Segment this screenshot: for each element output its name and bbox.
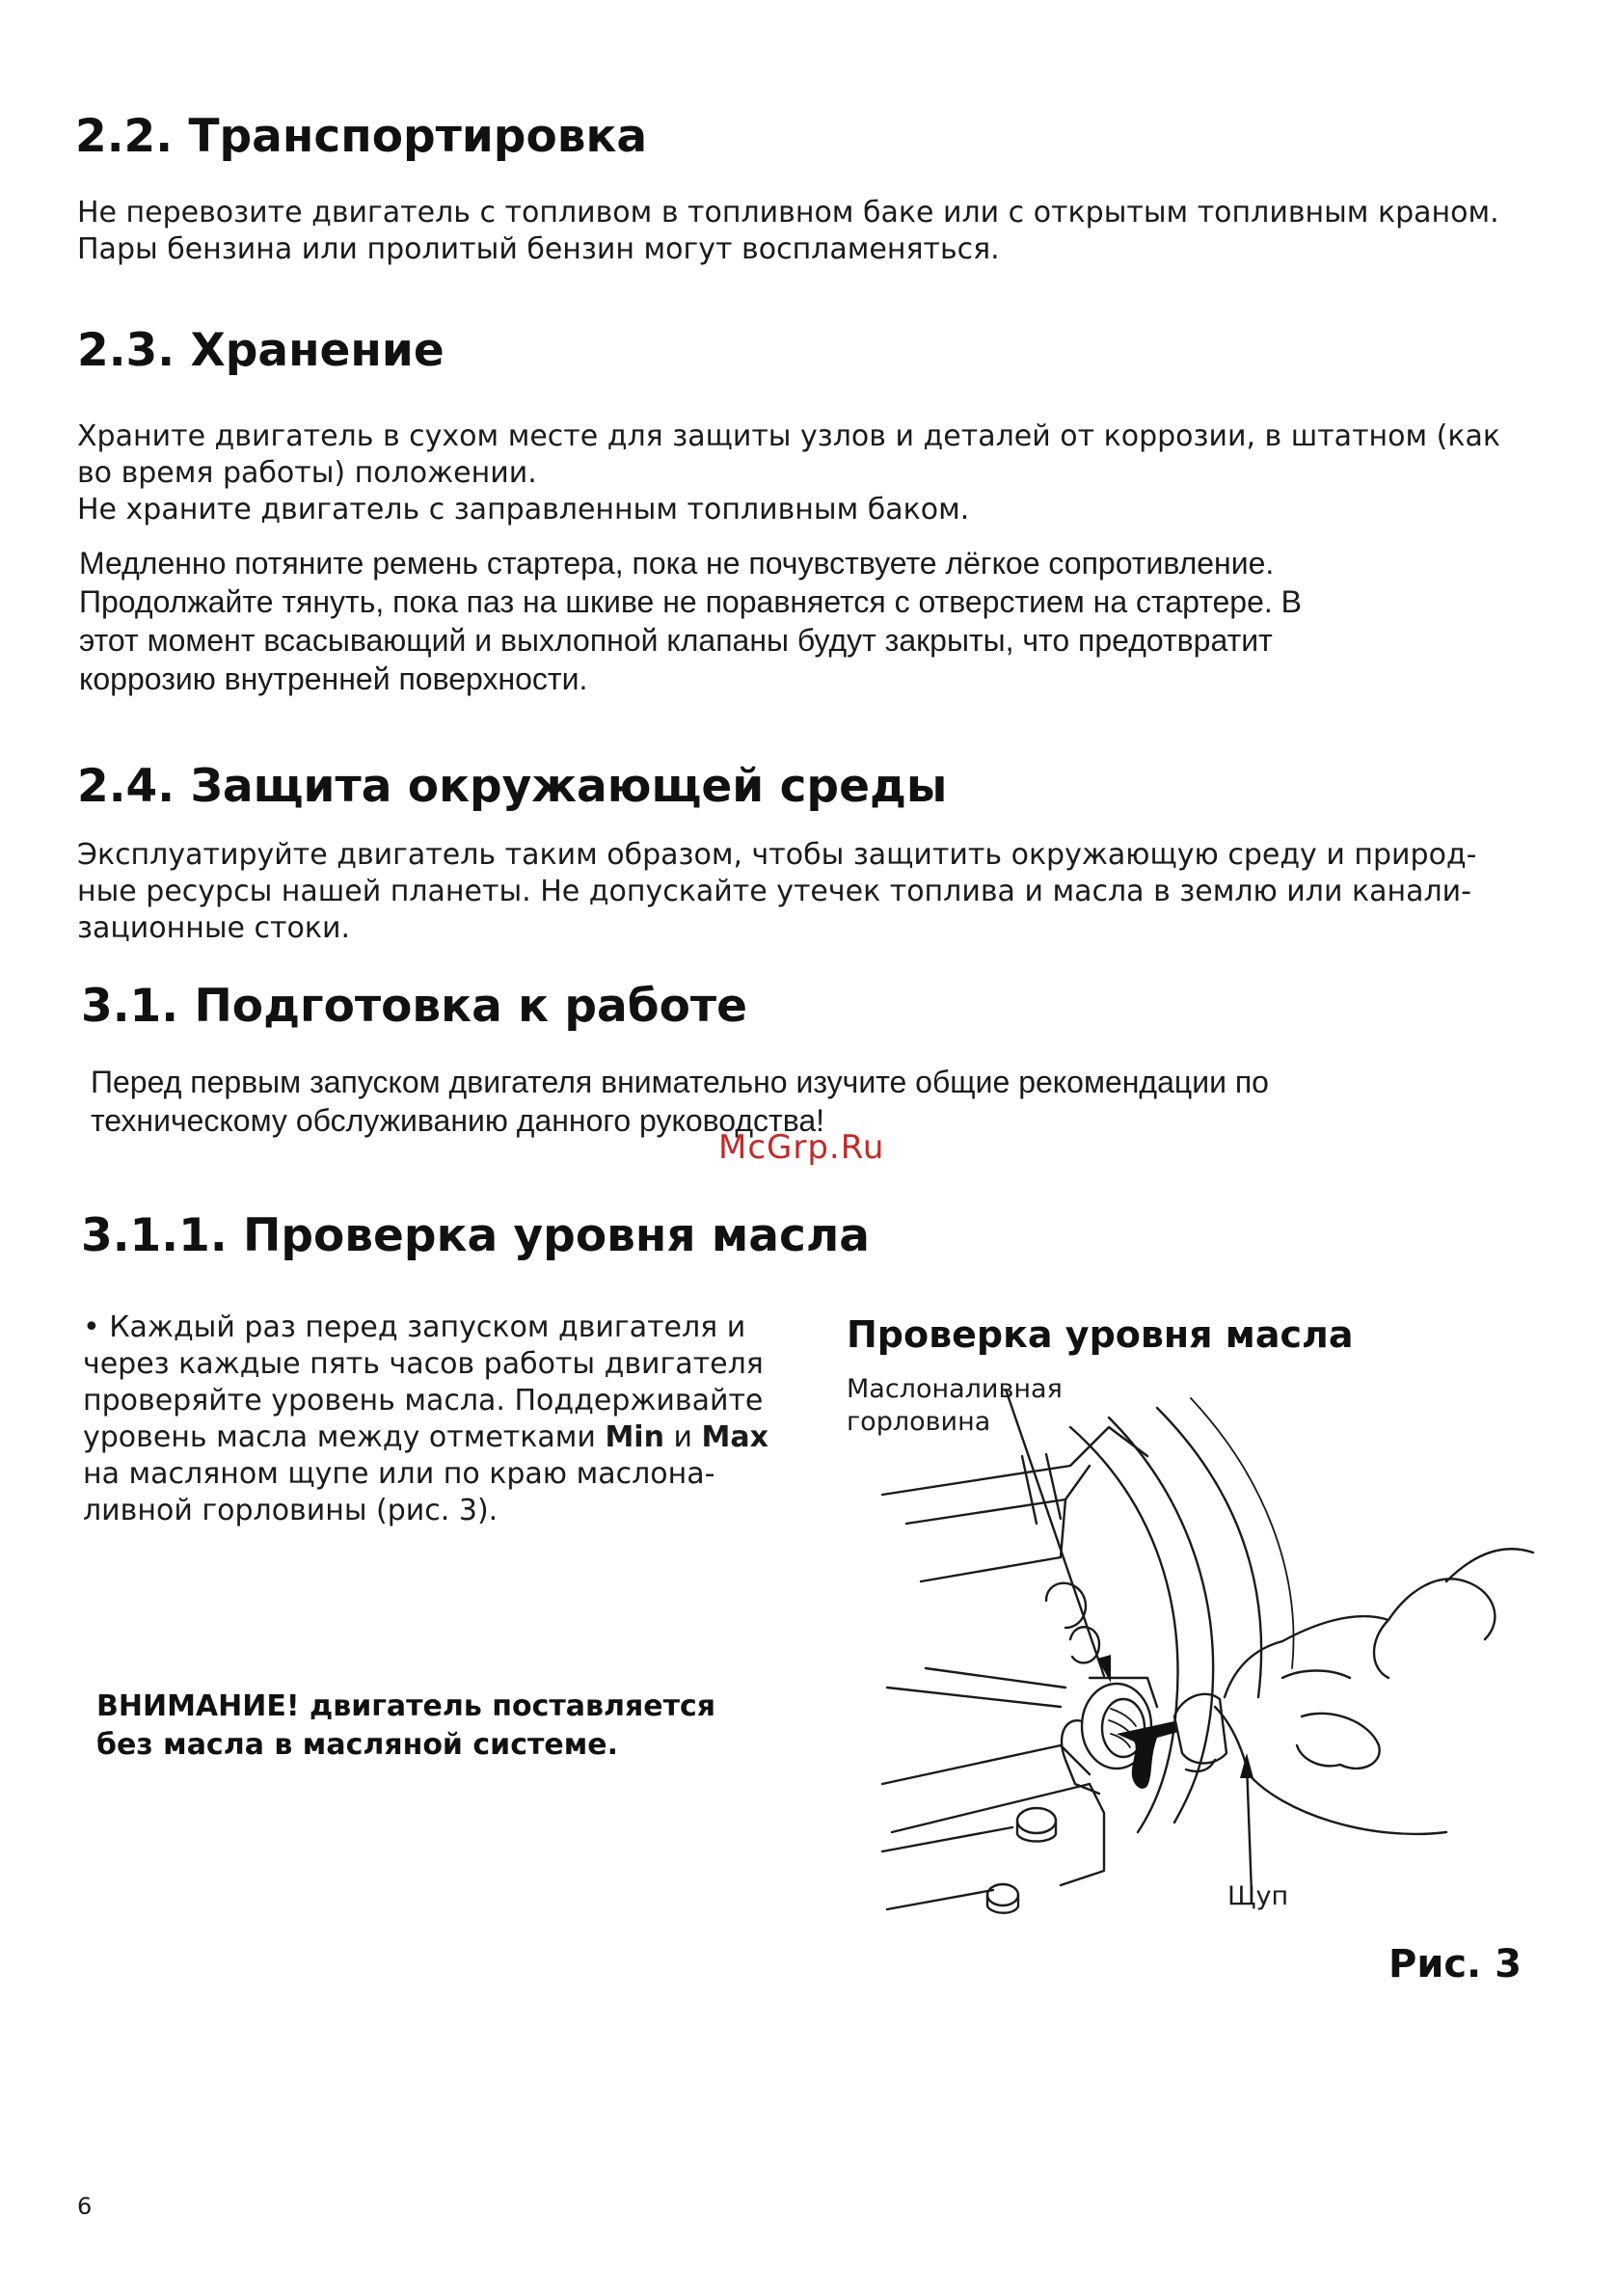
paragraph-oil-check	[83, 1310, 768, 1529]
text-line: Не храните двигатель с заправленным топливным баком.	[77, 493, 970, 527]
label-dipstick: Щуп	[1227, 1881, 1289, 1911]
text-line: через каждые пять часов работы двигателя	[83, 1347, 764, 1381]
figure-title: Проверка уровня масла	[847, 1313, 1354, 1356]
warning-note	[96, 1688, 715, 1765]
text-line: Пары бензина или пролитый бензин могут воспламеняться.	[77, 232, 1000, 266]
text-line: Продолжайте тянуть, пока паз на шкиве не поравняется с отверстием на стартере. В	[79, 584, 1303, 619]
heading-storage: 2.3. Хранение	[77, 324, 445, 377]
text-line: Медленно потяните ремень стартера, пока не почувствуете лёгкое сопротивление.	[79, 546, 1275, 581]
text-line: ливной горловины (рис. 3).	[83, 1494, 499, 1527]
text-fragment: и	[663, 1420, 702, 1454]
warning-line: без масла в масляной системе.	[96, 1728, 618, 1762]
min-mark-label: Min	[605, 1420, 664, 1454]
text-line: Эксплуатируйте двигатель таким образом, чтобы защитить окружающую среду и природ-	[77, 838, 1477, 872]
heading-oil-check: 3.1.1. Проверка уровня масла	[81, 1209, 871, 1262]
text-line: на масляном щупе или по краю маслона-	[83, 1457, 715, 1491]
oil-check-illustration	[868, 1389, 1543, 1929]
text-line: коррозию внутренней поверхности.	[79, 662, 588, 696]
text-line: техническому обслуживанию данного руководства!	[91, 1103, 825, 1138]
page-number: 6	[77, 2193, 93, 2220]
paragraph-transport	[77, 195, 1499, 268]
heading-environment: 2.4. Защита окружающей среды	[77, 760, 948, 813]
text-line: Перед первым запуском двигателя внимательно изучите общие рекомендации по	[91, 1065, 1269, 1099]
text-line: проверяйте уровень масла. Поддерживайте	[83, 1384, 764, 1418]
text-line: зационные стоки.	[77, 911, 350, 945]
text-line: во время работы) положении.	[77, 456, 537, 490]
text-line-min-max	[83, 1419, 768, 1456]
text-line: Храните двигатель в сухом месте для защиты узлов и деталей от коррозии, в штатном (как	[77, 419, 1501, 453]
text-line: этот момент всасывающий и выхлопной клапаны будут закрыты, что предотвратит	[79, 623, 1273, 658]
heading-transport: 2.2. Транспортировка	[75, 110, 648, 163]
paragraph-environment	[77, 837, 1477, 947]
text-line: Не перевозите двигатель с топливом в топливном баке или с открытым топливным краном.	[77, 196, 1499, 230]
label-line: Маслоналивная	[847, 1374, 1063, 1404]
warning-line: ВНИМАНИЕ! двигатель поставляется	[96, 1689, 716, 1723]
text-fragment: уровень масла между отметками	[83, 1420, 606, 1454]
text-line: • Каждый раз перед запуском двигателя и	[83, 1310, 746, 1344]
max-mark-label: Max	[701, 1420, 768, 1454]
heading-preparation: 3.1. Подготовка к работе	[81, 980, 748, 1033]
paragraph-preparation	[91, 1063, 1269, 1140]
watermark: McGrp.Ru	[718, 1128, 885, 1167]
paragraph-storage	[77, 419, 1500, 528]
paragraph-storage-extra	[79, 544, 1302, 698]
figure-caption: Рис. 3	[1388, 1942, 1523, 1986]
label-line: горловина	[847, 1407, 991, 1437]
text-line: ные ресурсы нашей планеты. Не допускайте утечек топлива и масла в землю или канали-	[77, 875, 1472, 908]
